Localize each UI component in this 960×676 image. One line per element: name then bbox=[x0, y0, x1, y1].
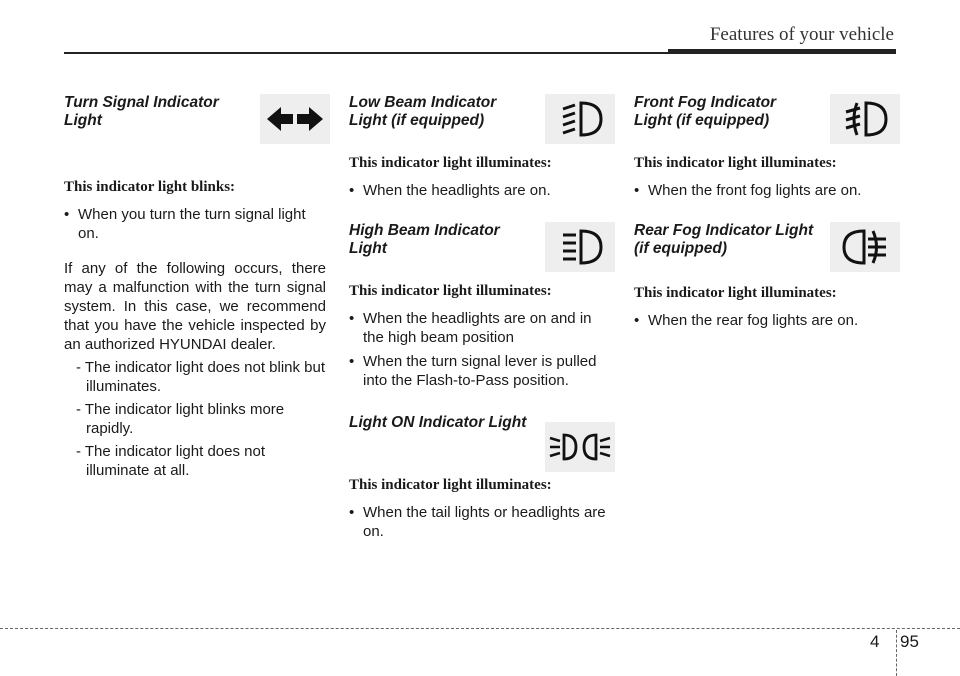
section-title: Turn Signal Indicator Light bbox=[64, 94, 219, 129]
section-title: Front Fog Indicator Light (if equipped) bbox=[634, 94, 777, 129]
list-item: - The indicator light blinks more rapidly. bbox=[76, 401, 285, 437]
rear-fog-icon bbox=[830, 222, 900, 272]
section-title: High Beam Indicator Light bbox=[349, 222, 500, 257]
front-fog-icon bbox=[830, 94, 900, 144]
list-item: • When the headlights are on and in the high beam position bbox=[349, 309, 611, 347]
subheading: This indicator light illuminates: bbox=[349, 477, 552, 493]
tail-light-icon bbox=[545, 422, 615, 472]
section-title: Low Beam Indicator Light (if equipped) bbox=[349, 94, 497, 129]
column-2 bbox=[349, 94, 611, 546]
subheading: This indicator light illuminates: bbox=[349, 283, 552, 299]
list-item: • When the tail lights or headlights are on. bbox=[349, 503, 611, 541]
subheading: This indicator light blinks: bbox=[64, 179, 236, 195]
section-front-fog bbox=[634, 94, 896, 154]
footer-divider bbox=[896, 630, 897, 676]
low-beam-icon bbox=[545, 94, 615, 144]
bullet-list bbox=[634, 181, 896, 200]
header-rule-accent bbox=[668, 49, 896, 54]
high-beam-icon bbox=[545, 222, 615, 272]
section-light-on bbox=[349, 414, 611, 476]
footer-rule bbox=[0, 628, 960, 629]
list-item: - The indicator light does not blink but illuminates. bbox=[76, 359, 326, 395]
column-1 bbox=[64, 94, 326, 484]
section-high-beam bbox=[349, 222, 611, 282]
bullet-list bbox=[64, 205, 326, 243]
list-item: • When you turn the turn signal light on. bbox=[64, 205, 326, 243]
section-title: Light ON Indicator Light bbox=[349, 414, 527, 431]
bullet-list bbox=[349, 309, 611, 390]
section-turn-signal bbox=[64, 94, 326, 178]
list-item: • When the front fog lights are on. bbox=[634, 181, 896, 200]
list-item: • When the headlights are on. bbox=[349, 181, 611, 200]
list-item: - The indicator light does not illuminate at all. bbox=[76, 443, 266, 479]
subheading: This indicator light illuminates: bbox=[634, 155, 837, 171]
section-title: Rear Fog Indicator Light (if equipped) bbox=[634, 222, 814, 257]
dash-list bbox=[76, 358, 326, 480]
subheading: This indicator light illuminates: bbox=[349, 155, 552, 171]
subheading: This indicator light illuminates: bbox=[634, 285, 837, 301]
section-low-beam bbox=[349, 94, 611, 154]
column-3 bbox=[634, 94, 896, 335]
page-header-title: Features of your vehicle bbox=[709, 24, 894, 45]
page-number: 95 bbox=[900, 632, 919, 651]
section-rear-fog bbox=[634, 222, 896, 284]
bullet-list bbox=[349, 181, 611, 200]
bullet-list bbox=[634, 311, 896, 330]
turn-signal-arrows-icon bbox=[260, 94, 330, 144]
list-item: • When the rear fog lights are on. bbox=[634, 311, 896, 330]
list-item: • When the turn signal lever is pulled into the Flash-to-Pass position. bbox=[349, 352, 611, 390]
chapter-number: 4 bbox=[870, 632, 880, 651]
body-paragraph: If any of the following occurs, there may a malfunction with the turn signal system. In this case, we recommend that you have the vehicle inspected by an authorized HYUNDAI dealer. bbox=[64, 260, 326, 353]
bullet-list bbox=[349, 503, 611, 541]
